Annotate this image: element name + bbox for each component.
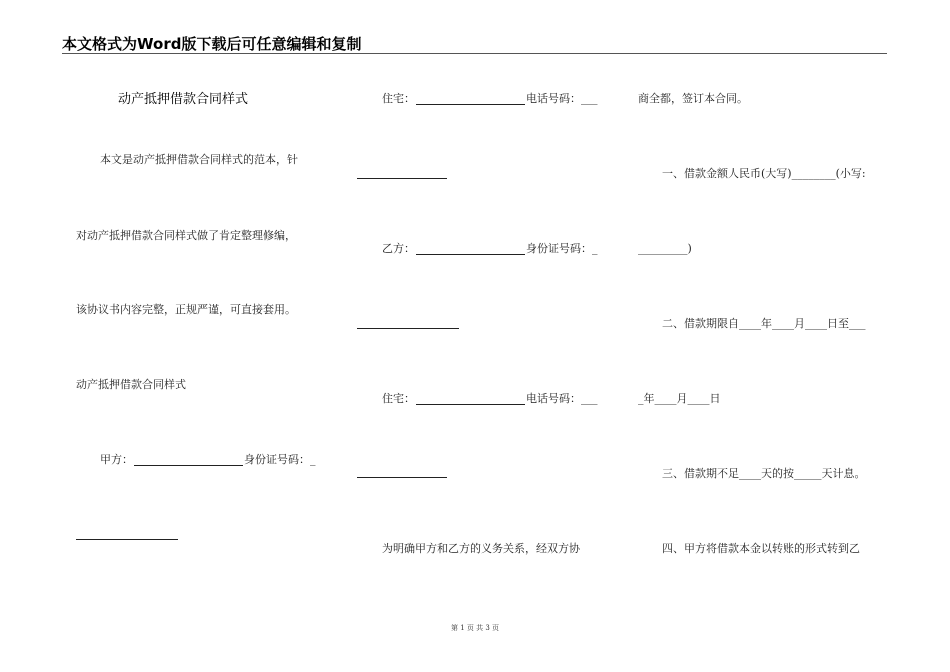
party-b-phone-label: 电话号码：___ [526, 392, 598, 405]
purpose-paragraph-start: 为明确甲方和乙方的义务关系，经双方协 [382, 542, 580, 555]
party-a-address-blank [416, 104, 525, 105]
intro-line-3: 该协议书内容完整，正规严谨，可直接套用。 [76, 303, 296, 316]
clause-2-term-cont: _年____月____日 [638, 392, 721, 405]
contract-title: 动产抵押借款合同样式 [118, 92, 249, 107]
party-b-blank [416, 254, 525, 255]
document-header-title: 本文格式为Word版下载后可任意编辑和复制 [62, 35, 362, 53]
intro-line-1: 本文是动产抵押借款合同样式的范本，针 [100, 153, 298, 166]
party-b-address-label: 住宅： [382, 392, 415, 405]
party-b-label: 乙方： [382, 242, 415, 255]
party-a-address-label: 住宅： [382, 92, 415, 105]
party-b-address-blank [416, 404, 525, 405]
contract-subtitle: 动产抵押借款合同样式 [76, 378, 186, 391]
party-a-blank [134, 465, 243, 466]
party-a-phone-label: 电话号码：___ [526, 92, 598, 105]
party-a-phone-blank [357, 178, 447, 179]
purpose-paragraph-end: 商全都，签订本合同。 [638, 92, 748, 105]
intro-line-2: 对动产抵押借款合同样式做了肯定整理修编， [76, 229, 296, 242]
clause-1-amount: 一、借款金额人民币(大写)________(小写: [662, 167, 866, 180]
party-b-id-blank [357, 328, 459, 329]
clause-2-term: 二、借款期限自____年____月____日至___ [662, 317, 866, 330]
page-number-footer: 第 1 页 共 3 页 [450, 624, 500, 632]
party-b-phone-blank [357, 477, 447, 478]
clause-1-amount-cont: _________) [638, 242, 692, 255]
clause-3-interest: 三、借款期不足____天的按_____天计息。 [662, 467, 866, 480]
party-a-label: 甲方： [100, 453, 133, 466]
party-b-id-label: 身份证号码：_ [526, 242, 598, 255]
clause-4-transfer: 四、甲方将借款本金以转账的形式转到乙 [662, 542, 860, 555]
header-divider [62, 53, 887, 54]
party-a-id-blank [76, 539, 178, 540]
party-a-id-label: 身份证号码：_ [244, 453, 316, 466]
